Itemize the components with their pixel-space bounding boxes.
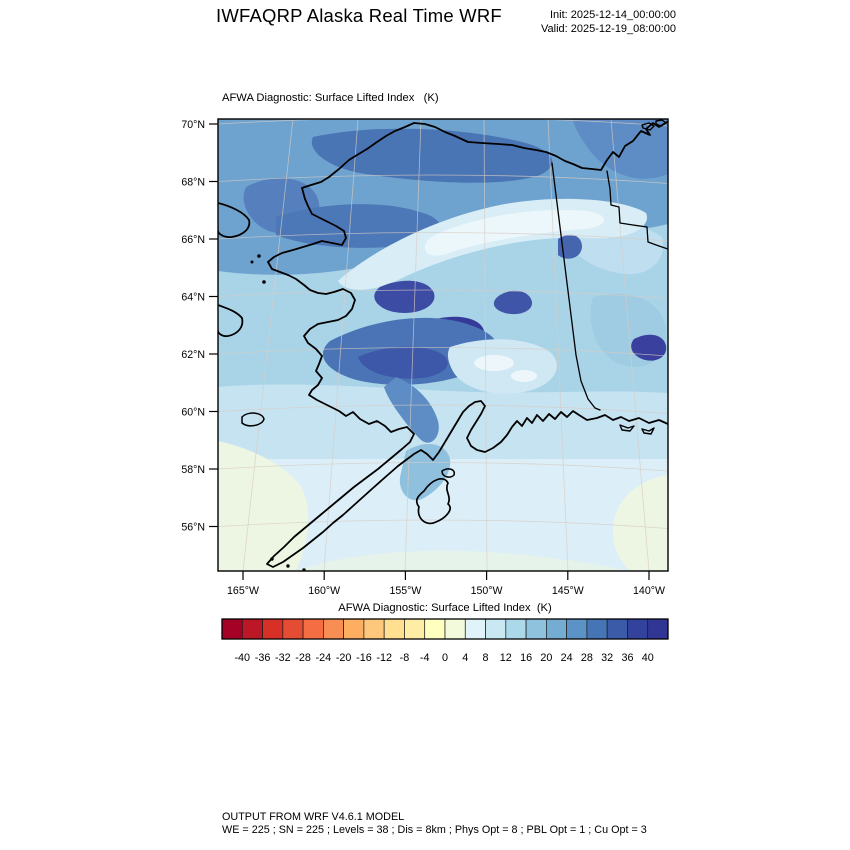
valid-time: Valid: 2025-12-19_08:00:00 (541, 22, 676, 35)
colorbar-cell (567, 619, 587, 639)
colorbar-tick-label: -40 (234, 652, 251, 664)
colorbar-tick-label: -20 (335, 652, 352, 664)
colorbar-tick-label: 4 (462, 652, 469, 664)
colorbar-cell (465, 619, 485, 639)
page-title: IWFAQRP Alaska Real Time WRF (216, 5, 502, 26)
colorbar-tick-label: -36 (254, 652, 271, 664)
colorbar-cell (526, 619, 546, 639)
colorbar-cell (425, 619, 445, 639)
colorbar-cell (445, 619, 465, 639)
colorbar-tick-label: 8 (482, 652, 489, 664)
small-island (251, 261, 253, 263)
map-plot (170, 88, 690, 673)
lat-tick-label: 56°N (181, 521, 205, 534)
lat-tick-label: 66°N (181, 233, 205, 246)
field-patch (218, 384, 668, 459)
lon-tick-label: 165°W (227, 585, 259, 597)
colorbar-tick-label: 16 (520, 652, 533, 664)
colorbar-tick-label: -24 (315, 652, 332, 664)
colorbar-tick-label: -16 (356, 652, 372, 664)
field-patch (511, 370, 537, 382)
colorbar-cell (323, 619, 343, 639)
colorbar-cell (303, 619, 323, 639)
colorbar-tick-label: 40 (641, 652, 654, 664)
colorbar-cell (242, 619, 262, 639)
colorbar-tick-label: 28 (580, 652, 593, 664)
colorbar-cell (384, 619, 404, 639)
colorbar-tick-label: 32 (601, 652, 614, 664)
diomede-island (258, 255, 261, 258)
lon-tick-label: 145°W (551, 585, 584, 597)
colorbar-cell (486, 619, 506, 639)
lon-tick-label: 150°W (470, 585, 503, 597)
colorbar-cell (648, 619, 668, 639)
colorbar-cell (587, 619, 607, 639)
colorbar-cell (546, 619, 566, 639)
colorbar (222, 619, 668, 664)
lat-tick-label: 62°N (181, 348, 205, 361)
colorbar-cell (404, 619, 424, 639)
colorbar-title: AFWA Diagnostic: Surface Lifted Index (K) (338, 602, 552, 614)
lat-tick-label: 70°N (181, 118, 205, 131)
colorbar-tick-label: -4 (419, 652, 430, 664)
footer-line1: OUTPUT FROM WRF V4.6.1 MODEL (222, 811, 405, 823)
lon-tick-label: 140°W (633, 585, 665, 597)
colorbar-cell (263, 619, 283, 639)
colorbar-tick-label: -8 (399, 652, 410, 664)
small-island (287, 565, 289, 567)
init-time: Init: 2025-12-14_00:00:00 (550, 9, 676, 21)
diomede-island (263, 281, 266, 284)
colorbar-cell (627, 619, 647, 639)
footer (222, 811, 647, 837)
lon-tick-label: 160°W (308, 585, 341, 597)
colorbar-tick-label: -32 (275, 652, 291, 664)
colorbar-cell (222, 619, 242, 639)
colorbar-tick-label: 36 (621, 652, 634, 664)
map-subtitle: AFWA Diagnostic: Surface Lifted Index (K) (222, 92, 439, 104)
lat-tick-label: 58°N (181, 463, 205, 476)
small-island (271, 558, 273, 560)
colorbar-cell (344, 619, 364, 639)
colorbar-tick-label: 24 (560, 652, 573, 664)
colorbar-tick-label: -12 (376, 652, 392, 664)
colorbar-tick-label: -28 (295, 652, 311, 664)
colorbar-cell (607, 619, 627, 639)
colorbar-tick-label: 0 (441, 652, 449, 664)
colorbar-tick-label: 12 (499, 652, 512, 664)
model-timestamps (541, 9, 676, 36)
lat-tick-label: 68°N (181, 176, 205, 189)
lat-tick-label: 64°N (181, 291, 205, 304)
field-patch (474, 355, 514, 371)
colorbar-cell (283, 619, 303, 639)
colorbar-tick-label: 20 (540, 652, 553, 664)
lon-tick-label: 155°W (389, 585, 422, 597)
lat-tick-label: 60°N (181, 406, 205, 419)
footer-line2: WE = 225 ; SN = 225 ; Levels = 38 ; Dis = 8km ; Phys Opt = 8 ; PBL Opt = 1 ; Cu Opt = 3 (222, 824, 647, 837)
colorbar-cell (506, 619, 526, 639)
colorbar-cell (364, 619, 384, 639)
map-area (218, 117, 668, 571)
